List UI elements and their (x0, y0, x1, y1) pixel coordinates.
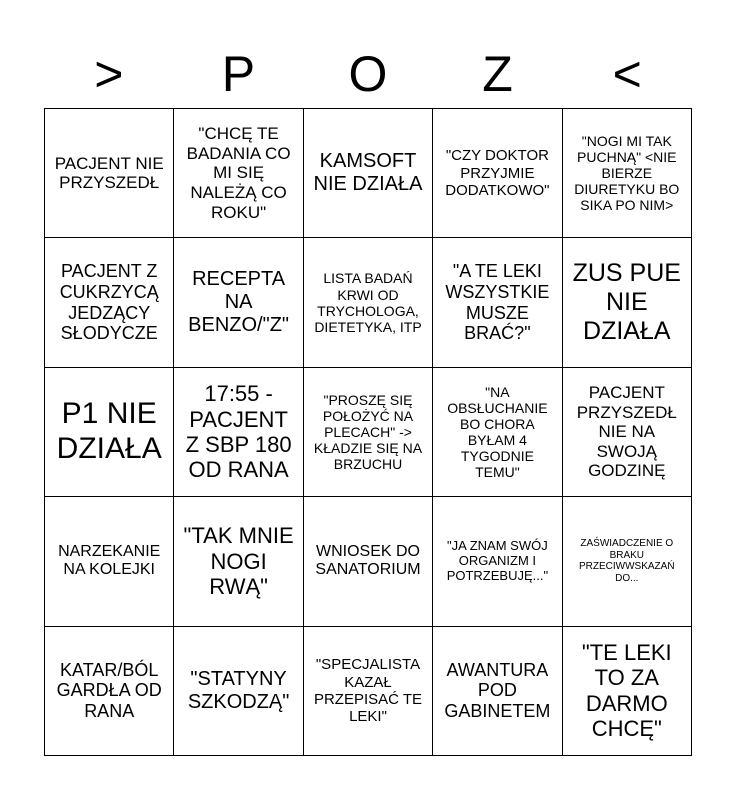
bingo-header (44, 44, 692, 104)
bingo-cell[interactable]: KATAR/BÓL GARDŁA OD RANA (45, 627, 174, 756)
bingo-cell[interactable]: "TAK MNIE NOGI RWĄ" (174, 497, 303, 626)
header-letter: > (94, 46, 124, 102)
bingo-cell[interactable]: WNIOSEK DO SANATORIUM (304, 497, 433, 626)
bingo-cell[interactable]: ZAŚWIADCZENIE O BRAKU PRZECIWWSKAZAŃ DO... (563, 497, 692, 626)
bingo-cell[interactable]: PACJENT NIE PRZYSZEDŁ (45, 109, 174, 238)
bingo-cell[interactable]: "STATYNY SZKODZĄ" (174, 627, 303, 756)
bingo-cell[interactable]: "NOGI MI TAK PUCHNĄ" <NIE BIERZE DIURETYKU BO SIKA PO NIM> (563, 109, 692, 238)
bingo-cell[interactable]: PACJENT PRZYSZEDŁ NIE NA SWOJĄ GODZINĘ (563, 368, 692, 497)
header-letter: < (612, 46, 642, 102)
header-letter: O (348, 46, 388, 102)
bingo-cell[interactable]: "TE LEKI TO ZA DARMO CHCĘ" (563, 627, 692, 756)
bingo-cell[interactable]: RECEPTA NA BENZO/"Z" (174, 238, 303, 367)
bingo-cell[interactable]: "CHCĘ TE BADANIA CO MI SIĘ NALEŻĄ CO ROKU" (174, 109, 303, 238)
bingo-cell[interactable]: "PROSZĘ SIĘ POŁOŻYĆ NA PLECACH" -> KŁADZIE SIĘ NA BRZUCHU (304, 368, 433, 497)
bingo-cell[interactable]: PACJENT Z CUKRZYCĄ JEDZĄCY SŁODYCZE (45, 238, 174, 367)
header-letter: Z (482, 46, 513, 102)
bingo-cell[interactable]: P1 NIE DZIAŁA (45, 368, 174, 497)
bingo-cell[interactable]: "JA ZNAM SWÓJ ORGANIZM I POTRZEBUJĘ..." (433, 497, 562, 626)
bingo-grid (44, 108, 692, 756)
bingo-cell[interactable]: 17:55 - PACJENT Z SBP 180 OD RANA (174, 368, 303, 497)
bingo-cell[interactable]: "NA OBSŁUCHANIE BO CHORA BYŁAM 4 TYGODNIE TEMU" (433, 368, 562, 497)
bingo-cell[interactable]: NARZEKANIE NA KOLEJKI (45, 497, 174, 626)
bingo-cell[interactable]: ZUS PUE NIE DZIAŁA (563, 238, 692, 367)
bingo-cell[interactable]: "SPECJALISTA KAZAŁ PRZEPISAĆ TE LEKI" (304, 627, 433, 756)
bingo-cell[interactable]: KAMSOFT NIE DZIAŁA (304, 109, 433, 238)
bingo-cell[interactable]: "CZY DOKTOR PRZYJMIE DODATKOWO" (433, 109, 562, 238)
bingo-cell[interactable]: "A TE LEKI WSZYSTKIE MUSZE BRAĆ?" (433, 238, 562, 367)
bingo-cell[interactable]: AWANTURA POD GABINETEM (433, 627, 562, 756)
bingo-cell[interactable]: LISTA BADAŃ KRWI OD TRYCHOLOGA, DIETETYKA, ITP (304, 238, 433, 367)
header-letter: P (221, 46, 256, 102)
